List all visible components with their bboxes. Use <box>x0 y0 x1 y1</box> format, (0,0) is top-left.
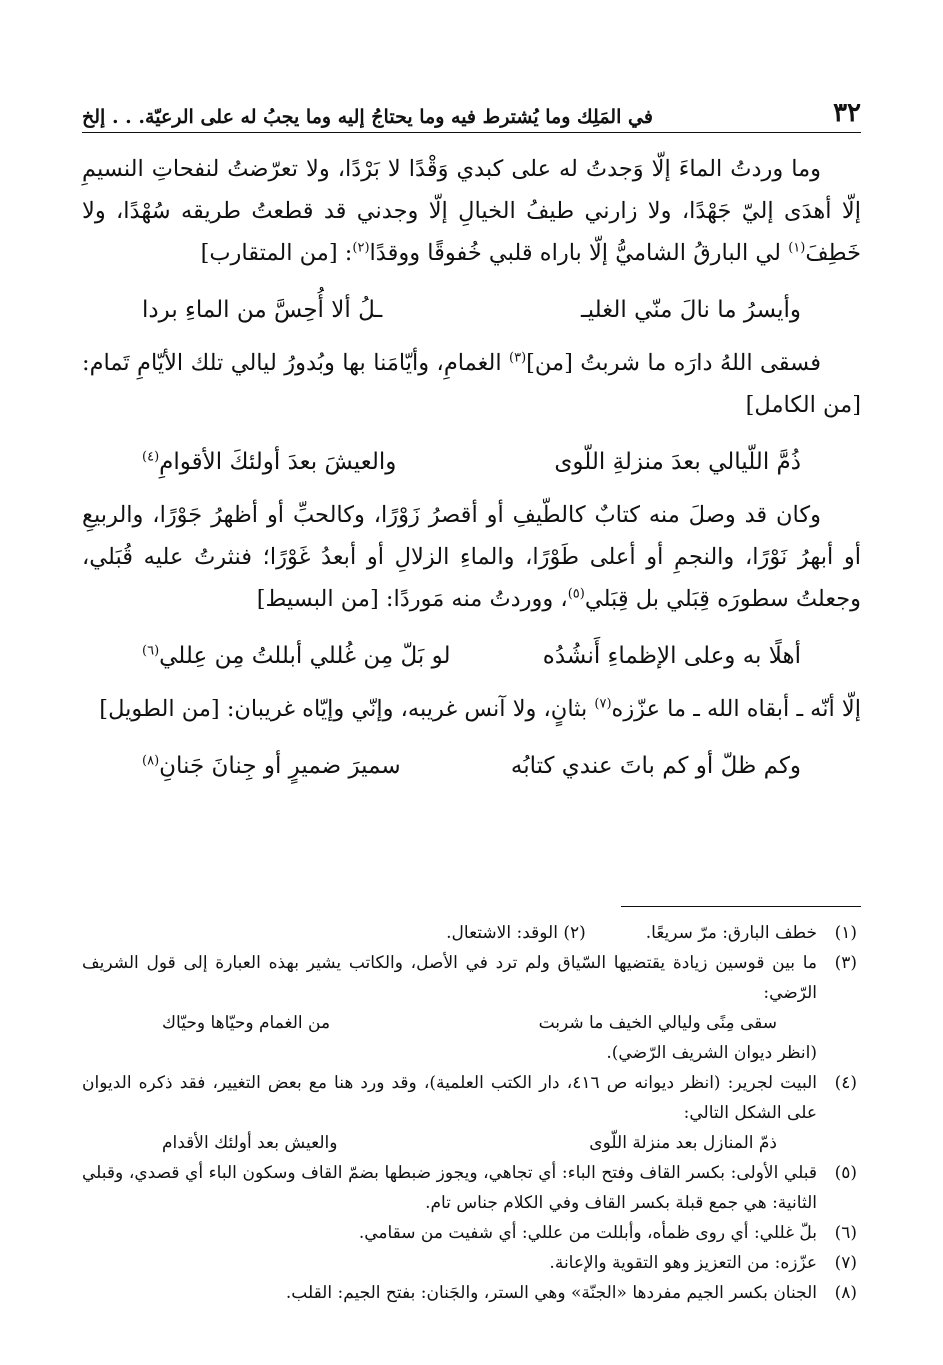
main-text <box>82 148 861 798</box>
paragraph-3 <box>82 494 861 620</box>
footnotes <box>82 918 857 1308</box>
footnote-1 <box>82 918 857 948</box>
footnote-number: (٥) <box>834 1163 857 1183</box>
footnote-text: بلّ غللي: أي روى ظمأه، وأبللت من عللي: أي شفيت من سقامي. <box>358 1223 817 1243</box>
verse-hemistich-left: والعيش بعد أولئك الأقدام <box>162 1133 338 1153</box>
footnote-number: (٨) <box>834 1283 857 1303</box>
page-number: ٣٢ <box>833 98 861 128</box>
footnote-verse <box>82 1128 777 1158</box>
verse-1 <box>142 288 801 332</box>
text-run: وما وردتُ الماءَ إلّا وَجدتُ له على كبدي وَقْدًا لا بَرْدًا، ولا تعرّضتُ لنفحاتِ النسيمِ إلّا أهدَى إليّ جَهْدًا، ولا زارني طيفُ الخيالِ إلّا وجدني قد قطعتُ طريقه سُهْدًا، ولا خَطِفَ <box>82 156 861 266</box>
text-run: فسقى اللهُ دارَه ما شربتُ [من] <box>526 350 821 376</box>
verse-hemistich-right: سقى مِنًى وليالي الخيف ما شربت <box>538 1013 777 1033</box>
footnote-number: (٧) <box>834 1253 857 1273</box>
text-run: : [من المتقارب] <box>200 240 353 266</box>
footnote-rule <box>621 906 861 907</box>
text-run: الغمامِ، وأيّامَنا بها وبُدورُ ليالي تلك الأيّامِ تَمام: [من الكامل] <box>82 350 861 418</box>
footnote-5 <box>82 1158 857 1218</box>
verse-hemistich-left <box>142 440 396 484</box>
text-run: لو بَلّ مِن غُللي أبللتُ مِن عِللي <box>159 643 451 669</box>
footnote-ref: (٤) <box>142 449 160 465</box>
paragraph-1 <box>82 148 861 274</box>
verse-hemistich-left: ـلُ ألا أُحِسَّ من الماءِ بردا <box>142 297 383 323</box>
text-run: وكان قد وصلَ منه كتابٌ كالطّيفِ أو أقصرُ زَوْرًا، وكالحبِّ أو أظهرُ جَوْرًا، والربيعِ أو أبهرُ نَوْرًا، والنجمِ أو أعلى طَوْرًا، والماءِ الزلالِ أو أبعدُ غَوْرًا؛ فنثرتُ عليه قُبَلي، وجعلتُ سطورَه قِبَلي بل قِبَلي <box>82 502 861 612</box>
verse-2 <box>142 440 801 484</box>
verse-hemistich-left <box>142 634 451 678</box>
verse-hemistich-left: من الغمام وحيّاها وحيّاك <box>162 1013 331 1033</box>
text-run: سميرَ ضميرٍ أو جِنانَ جَنانِ <box>159 753 401 779</box>
text-run: والعيشَ بعدَ أولئكَ الأقوامِ <box>159 449 397 475</box>
paragraph-4 <box>82 688 861 730</box>
verse-4 <box>142 744 801 788</box>
footnote-4 <box>82 1068 857 1158</box>
footnote-body <box>82 918 817 948</box>
paragraph-2 <box>82 342 861 426</box>
verse-hemistich-right: وكم ظلّ أو كم باتَ عندي كتابُه <box>510 753 801 779</box>
footnote-ref: (٨) <box>142 753 160 769</box>
footnote-2 <box>446 918 586 948</box>
footnote-ref: (٧) <box>594 696 612 712</box>
verse-3 <box>142 634 801 678</box>
footnote-ref: (٦) <box>142 643 160 659</box>
footnote-7 <box>82 1248 857 1278</box>
footnote-number: (٣) <box>834 953 857 973</box>
footnote-text: خطف البارق: مرّ سريعًا. <box>645 923 817 943</box>
footnote-text: ما بين قوسين زيادة يقتضيها السّياق ولم ترد في الأصل، والكاتب يشير بهذه العبارة إلى قول الشريف الرّضي: <box>82 953 817 1003</box>
text-run: إلّا أنّه ـ أبقاه الله ـ ما عزّزه <box>611 696 861 722</box>
verse-hemistich-right: ذمّ المنازل بعد منزلة اللّوى <box>589 1133 777 1153</box>
footnote-text: الوقد: الاشتعال. <box>446 923 558 943</box>
text-run: لي البارقُ الشاميُّ إلّا باراه قلبي خُفوقًا ووقدًا <box>369 240 789 266</box>
footnote-ref: (٥) <box>567 586 585 602</box>
footnote-text: الجنان بكسر الجيم مفردها «الجنّة» وهي الستر، والجَنان: بفتح الجيم: القلب. <box>285 1283 817 1303</box>
footnote-body <box>82 1068 817 1158</box>
footnote-number: (٢) <box>563 923 586 943</box>
verse-hemistich-right: ذُمَّ اللّيالي بعدَ منزلةِ اللّوى <box>554 449 801 475</box>
header-rule <box>82 132 861 133</box>
footnote-verse <box>82 1008 777 1038</box>
footnote-text: البيت لجرير: (انظر ديوانه ص ٤١٦، دار الكتب العلمية)، وقد ورد هنا مع بعض التغيير، فقد ذكره الديوان على الشكل التالي: <box>82 1073 817 1123</box>
footnote-8 <box>82 1278 857 1308</box>
footnote-ref: (١) <box>788 240 806 256</box>
verse-hemistich-right: وأيسرُ ما نالَ منّي الغليـ <box>580 297 801 323</box>
verse-hemistich-right: أهلًا به وعلى الإظماءِ أَنشُدُه <box>542 643 801 669</box>
page-header <box>82 90 861 128</box>
footnote-6 <box>82 1218 857 1248</box>
running-title: في المَلِك وما يُشترط فيه وما يحتاجُ إليه وما يجبُ له على الرعيّة. . . إلخ <box>82 106 653 128</box>
footnote-number: (٤) <box>834 1073 857 1093</box>
footnote-source: (انظر ديوان الشريف الرّضي). <box>606 1043 817 1063</box>
footnote-body <box>82 948 817 1068</box>
footnote-text: قبلي الأولى: بكسر القاف وفتح الباء: أي تجاهي، ويجوز ضبطها بضمّ القاف وسكون الباء أي قصدي، وقبلي الثانية: هي جمع قبلة بكسر القاف وفي الكلام جناس تام. <box>82 1163 817 1213</box>
footnote-number: (١) <box>834 923 857 943</box>
footnote-ref: (٣) <box>509 350 527 366</box>
text-run: بثانٍ، ولا آنس غريبه، وإنّي وإيّاه غريبان: [من الطويل] <box>99 696 595 722</box>
verse-hemistich-left <box>142 744 401 788</box>
footnote-3 <box>82 948 857 1068</box>
text-run: ، ووردتُ منه مَوردًا: [من البسيط] <box>256 586 568 612</box>
footnote-text: عزّزه: من التعزيز وهو التقوية والإعانة. <box>549 1253 817 1273</box>
footnote-number: (٦) <box>834 1223 857 1243</box>
footnote-ref: (٢) <box>352 240 370 256</box>
